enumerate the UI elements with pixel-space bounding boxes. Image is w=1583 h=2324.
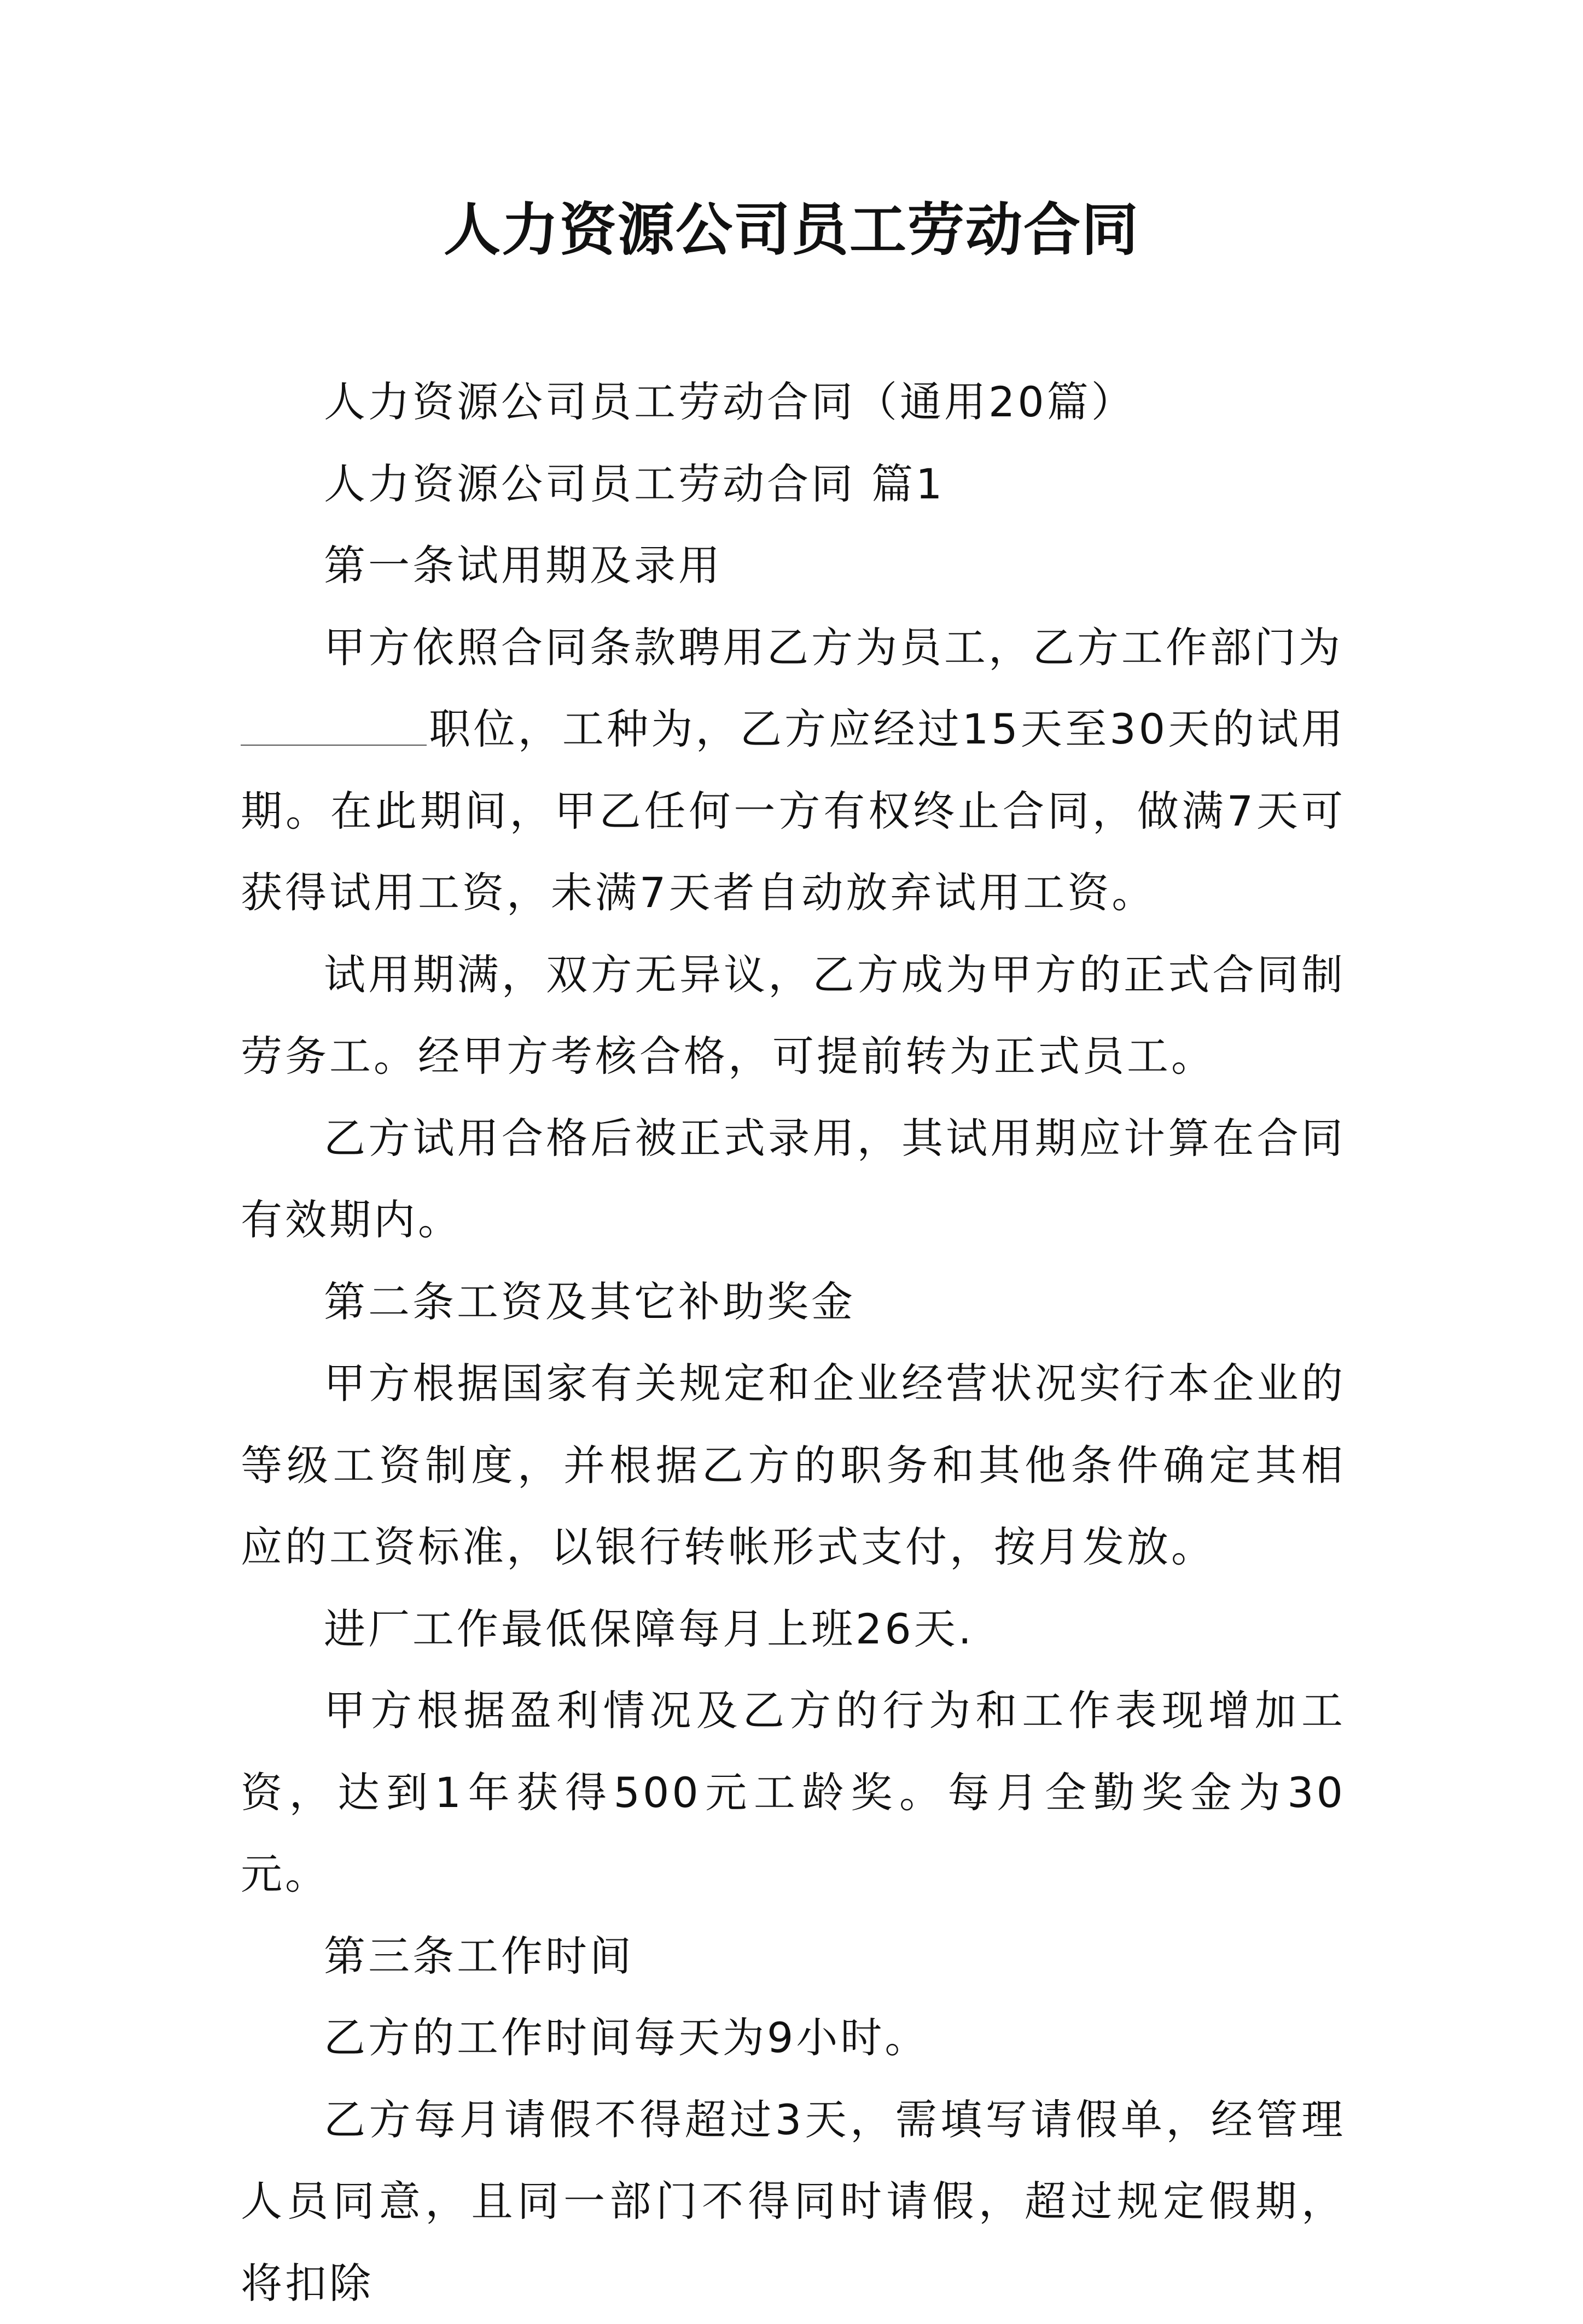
paragraph: 进厂工作最低保障每月上班26天. <box>241 1588 1346 1670</box>
paragraph: 乙方每月请假不得超过3天，需填写请假单，经管理人员同意，且同一部门不得同时请假，超过规定假期，将扣除 <box>241 2079 1346 2324</box>
paragraph-text: 甲方依照合同条款聘用乙方为员工，乙方工作部门为 <box>324 623 1343 672</box>
paragraph: 乙方的工作时间每天为9小时。 <box>241 1997 1346 2079</box>
section-heading: 第一条试用期及录用 <box>241 525 1346 607</box>
paragraph: 甲方根据盈利情况及乙方的行为和工作表现增加工资，达到1年获得500元工龄奖。每月全勤奖金为30元。 <box>241 1670 1346 1915</box>
paragraph: 甲方根据国家有关规定和企业经营状况实行本企业的等级工资制度，并根据乙方的职务和其他条件确定其相应的工资标准，以银行转帐形式支付，按月发放。 <box>241 1343 1346 1588</box>
paragraph-continuation <box>241 688 1346 934</box>
document-title: 人力资源公司员工劳动合同 <box>0 186 1583 274</box>
section-heading: 第二条工资及其它补助奖金 <box>241 1261 1346 1343</box>
document-body <box>241 361 1346 2324</box>
paragraph-text: 职位，工种为，乙方应经过15天至30天的试用期。在此期间，甲乙任何一方有权终止合同，做满7天可获得试用工资，未满7天者自动放弃试用工资。 <box>241 705 1346 917</box>
fill-in-blank <box>241 703 427 746</box>
paragraph-with-blank <box>241 607 1346 689</box>
section-heading: 第三条工作时间 <box>241 1915 1346 1997</box>
paragraph: 乙方试用合格后被正式录用，其试用期应计算在合同有效期内。 <box>241 1097 1346 1261</box>
paragraph: 人力资源公司员工劳动合同 篇1 <box>241 443 1346 525</box>
paragraph: 试用期满，双方无异议，乙方成为甲方的正式合同制劳务工。经甲方考核合格，可提前转为正式员工。 <box>241 934 1346 1097</box>
paragraph: 人力资源公司员工劳动合同（通用20篇） <box>241 361 1346 443</box>
